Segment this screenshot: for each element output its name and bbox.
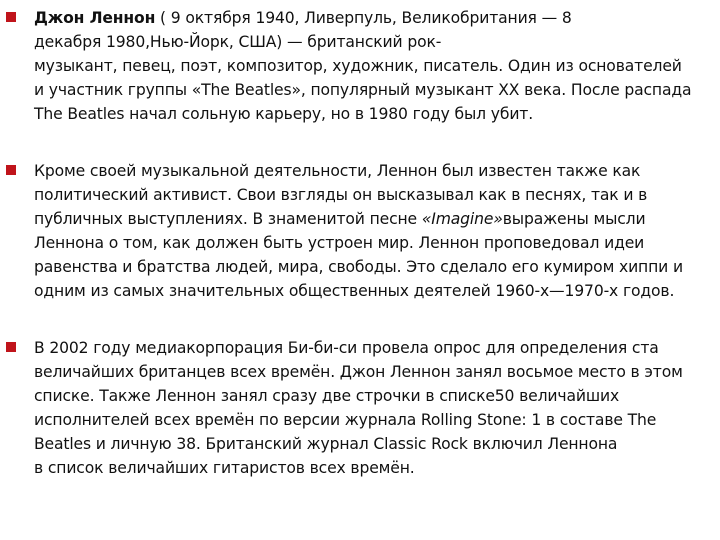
text-line: Леннона о том, как должен быть устроен мир. Леннон проповедовал идеи [34, 234, 645, 252]
text-line [34, 207, 718, 231]
text-run: ( 9 октября 1940, Ливерпуль, Великобритания — 8 [155, 9, 572, 27]
text-line: политический активист. Свои взгляды он высказывал как в песнях, так и в [34, 186, 648, 204]
text-line: списке. Также Леннон занял сразу две строчки в списке50 величайших [34, 387, 620, 405]
paragraph-legacy [34, 336, 718, 480]
text-line: одним из самых значительных общественных деятелей 1960-х—1970-х годов. [34, 282, 675, 300]
text-line: величайших британцев всех времён. Джон Леннон занял восьмое место в этом [34, 363, 683, 381]
text-run: выражены мысли [502, 210, 646, 228]
text-line: декабря 1980,Нью-Йорк, США) — британский рок- [34, 33, 442, 51]
text-line: и участник группы «The Beatles», популярный музыкант XX века. После распада [34, 81, 692, 99]
text-line: исполнителей всех времён по версии журнала Rolling Stone: 1 в составе The [34, 411, 657, 429]
text-run: публичных выступлениях. В знаменитой песне [34, 210, 422, 228]
bullet-square-icon [6, 165, 16, 175]
text-line: The Beatles начал сольную карьеру, но в 1980 году был убит. [34, 105, 534, 123]
bullet-square-icon [6, 12, 16, 22]
text-line: Beatles и личную 38. Британский журнал Classic Rock включил Леннона [34, 435, 618, 453]
text-line: Кроме своей музыкальной деятельности, Леннон был известен также как [34, 162, 641, 180]
text-line: равенства и братства людей, мира, свободы. Это сделало его кумиром хиппи и [34, 258, 683, 276]
paragraph-biography [34, 6, 718, 126]
song-title: «Imagine» [421, 210, 503, 228]
bullet-square-icon [6, 342, 16, 352]
name-heading: Джон Леннон [34, 9, 156, 27]
text-line: музыкант, певец, поэт, композитор, художник, писатель. Один из основателей [34, 57, 682, 75]
text-line [34, 6, 718, 30]
text-line: В 2002 году медиакорпорация Би-би-си провела опрос для определения ста [34, 339, 659, 357]
paragraph-activism [34, 159, 718, 303]
text-line: в список величайших гитаристов всех времён. [34, 459, 415, 477]
